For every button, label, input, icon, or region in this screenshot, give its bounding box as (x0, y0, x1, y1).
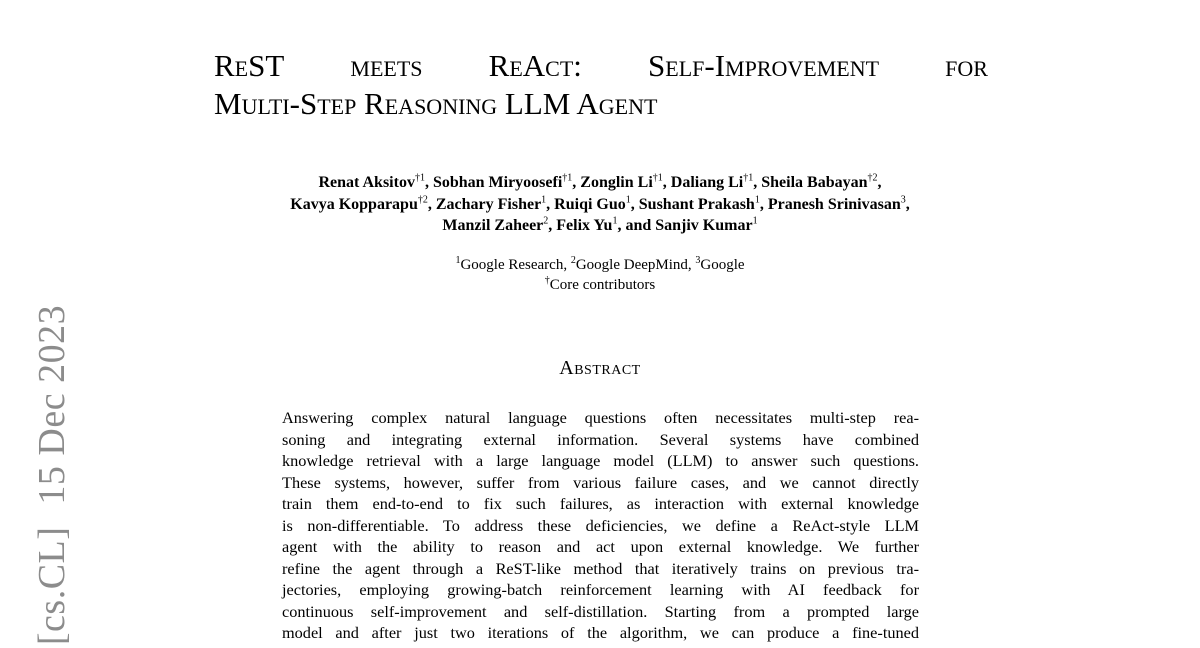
author-affil-mark: †2 (867, 172, 878, 184)
abstract-line: Answering complex natural language questions often necessitates multi-step rea- (282, 408, 919, 427)
affil-name: Google DeepMind (575, 257, 688, 273)
author-name: Renat Aksitov (318, 174, 415, 191)
author-name: Zonglin Li (580, 174, 653, 191)
abstract-body (282, 407, 919, 644)
abstract-line: jectories, employing growing-batch reinforcement learning with AI feedback for (282, 580, 919, 599)
abstract-line: is non-differentiable. To address these deficiencies, we define a ReAct-style LLM (282, 515, 919, 535)
author-affil-mark: †2 (417, 194, 428, 206)
title-line-2: Multi-Step Reasoning LLM Agent (214, 86, 658, 121)
arxiv-category: [cs.CL] (31, 526, 73, 646)
author-affil-mark: †1 (562, 172, 573, 184)
author-line-1 (150, 172, 1050, 194)
title-line-1 (214, 47, 988, 85)
affiliations (300, 255, 900, 295)
author-separator: , (548, 217, 557, 234)
author-name: Manzil Zaheer (442, 217, 544, 234)
author-separator: , (759, 195, 768, 213)
abstract-line: These systems, however, suffer from various failure cases, and we cannot directly (282, 472, 919, 492)
author-separator: , (546, 195, 555, 213)
author-list (150, 172, 1050, 237)
contributors-label: Core contributors (549, 277, 656, 293)
title-word: meets (350, 48, 423, 83)
abstract-line: train them end-to-end to fix such failures, as interaction with external knowledge (282, 494, 919, 513)
affil-mark: 2 (570, 255, 576, 266)
author-affil-mark: †1 (743, 172, 754, 184)
paper-title (214, 47, 988, 123)
author-affil-mark: 2 (543, 215, 549, 227)
author-name: Zachary Fisher (435, 195, 542, 213)
author-name: Felix Yu (556, 217, 613, 234)
author-affil-mark: 1 (752, 215, 758, 227)
author-separator: , (753, 174, 762, 191)
author-affil-mark: 1 (754, 194, 760, 206)
author-name: Kavya Kopparapu (290, 195, 418, 213)
author-separator: , (630, 195, 639, 213)
author-name: Sheila Babayan (761, 174, 868, 191)
affiliation-line (300, 255, 900, 275)
author-affil-mark: 1 (625, 194, 631, 206)
author-name: and Sanjiv Kumar (625, 217, 753, 234)
author-line-2 (150, 194, 1050, 216)
author-name: Sushant Prakash (638, 195, 755, 213)
author-separator: , (572, 174, 581, 191)
title-word: Self-Improvement (648, 48, 880, 83)
author-separator: , (424, 174, 433, 191)
author-affil-mark: †1 (652, 172, 663, 184)
title-word: for (945, 48, 988, 83)
author-separator: , (877, 174, 882, 191)
title-word: ReAct: (488, 48, 582, 83)
author-separator: , (427, 195, 436, 213)
author-name: Sobhan Miryoosefi (432, 174, 563, 191)
dagger-mark: † (544, 275, 550, 286)
affil-name: Google Research (460, 257, 564, 273)
author-line-3 (150, 215, 1050, 237)
abstract-line: soning and integrating external information. Several systems have combined (282, 429, 919, 449)
abstract-line: agent with the ability to reason and act upon external knowledge. We further (282, 537, 919, 556)
affil-mark: 3 (695, 255, 701, 266)
arxiv-date: 15 Dec 2023 (31, 304, 73, 505)
abstract-line: continuous self-improvement and self-distillation. Starting from a prompted large (282, 601, 919, 621)
author-name: Daliang Li (670, 174, 744, 191)
contributors-note (300, 275, 900, 295)
affil-separator: , (687, 257, 696, 273)
arxiv-side-stamp (30, 305, 74, 645)
abstract-line: refine the agent through a ReST-like method that iteratively trains on previous tra- (282, 558, 919, 578)
author-name: Pranesh Srinivasan (767, 195, 901, 213)
author-affil-mark: †1 (414, 172, 425, 184)
abstract-line: knowledge retrieval with a large language model (LLM) to answer such questions. (282, 451, 919, 470)
abstract-line: model and after just two iterations of the algorithm, we can produce a fine-tuned (282, 623, 919, 642)
author-affil-mark: 1 (541, 194, 547, 206)
author-name: Ruiqi Guo (554, 195, 626, 213)
abstract-heading: Abstract (559, 357, 641, 379)
affil-name: Google (700, 257, 745, 273)
author-separator: , (617, 217, 626, 234)
author-affil-mark: 3 (900, 194, 906, 206)
author-separator: , (905, 195, 910, 213)
author-affil-mark: 1 (612, 215, 618, 227)
title-word: ReST (214, 48, 285, 83)
affil-separator: , (563, 257, 571, 273)
affil-mark: 1 (455, 255, 461, 266)
author-separator: , (662, 174, 671, 191)
